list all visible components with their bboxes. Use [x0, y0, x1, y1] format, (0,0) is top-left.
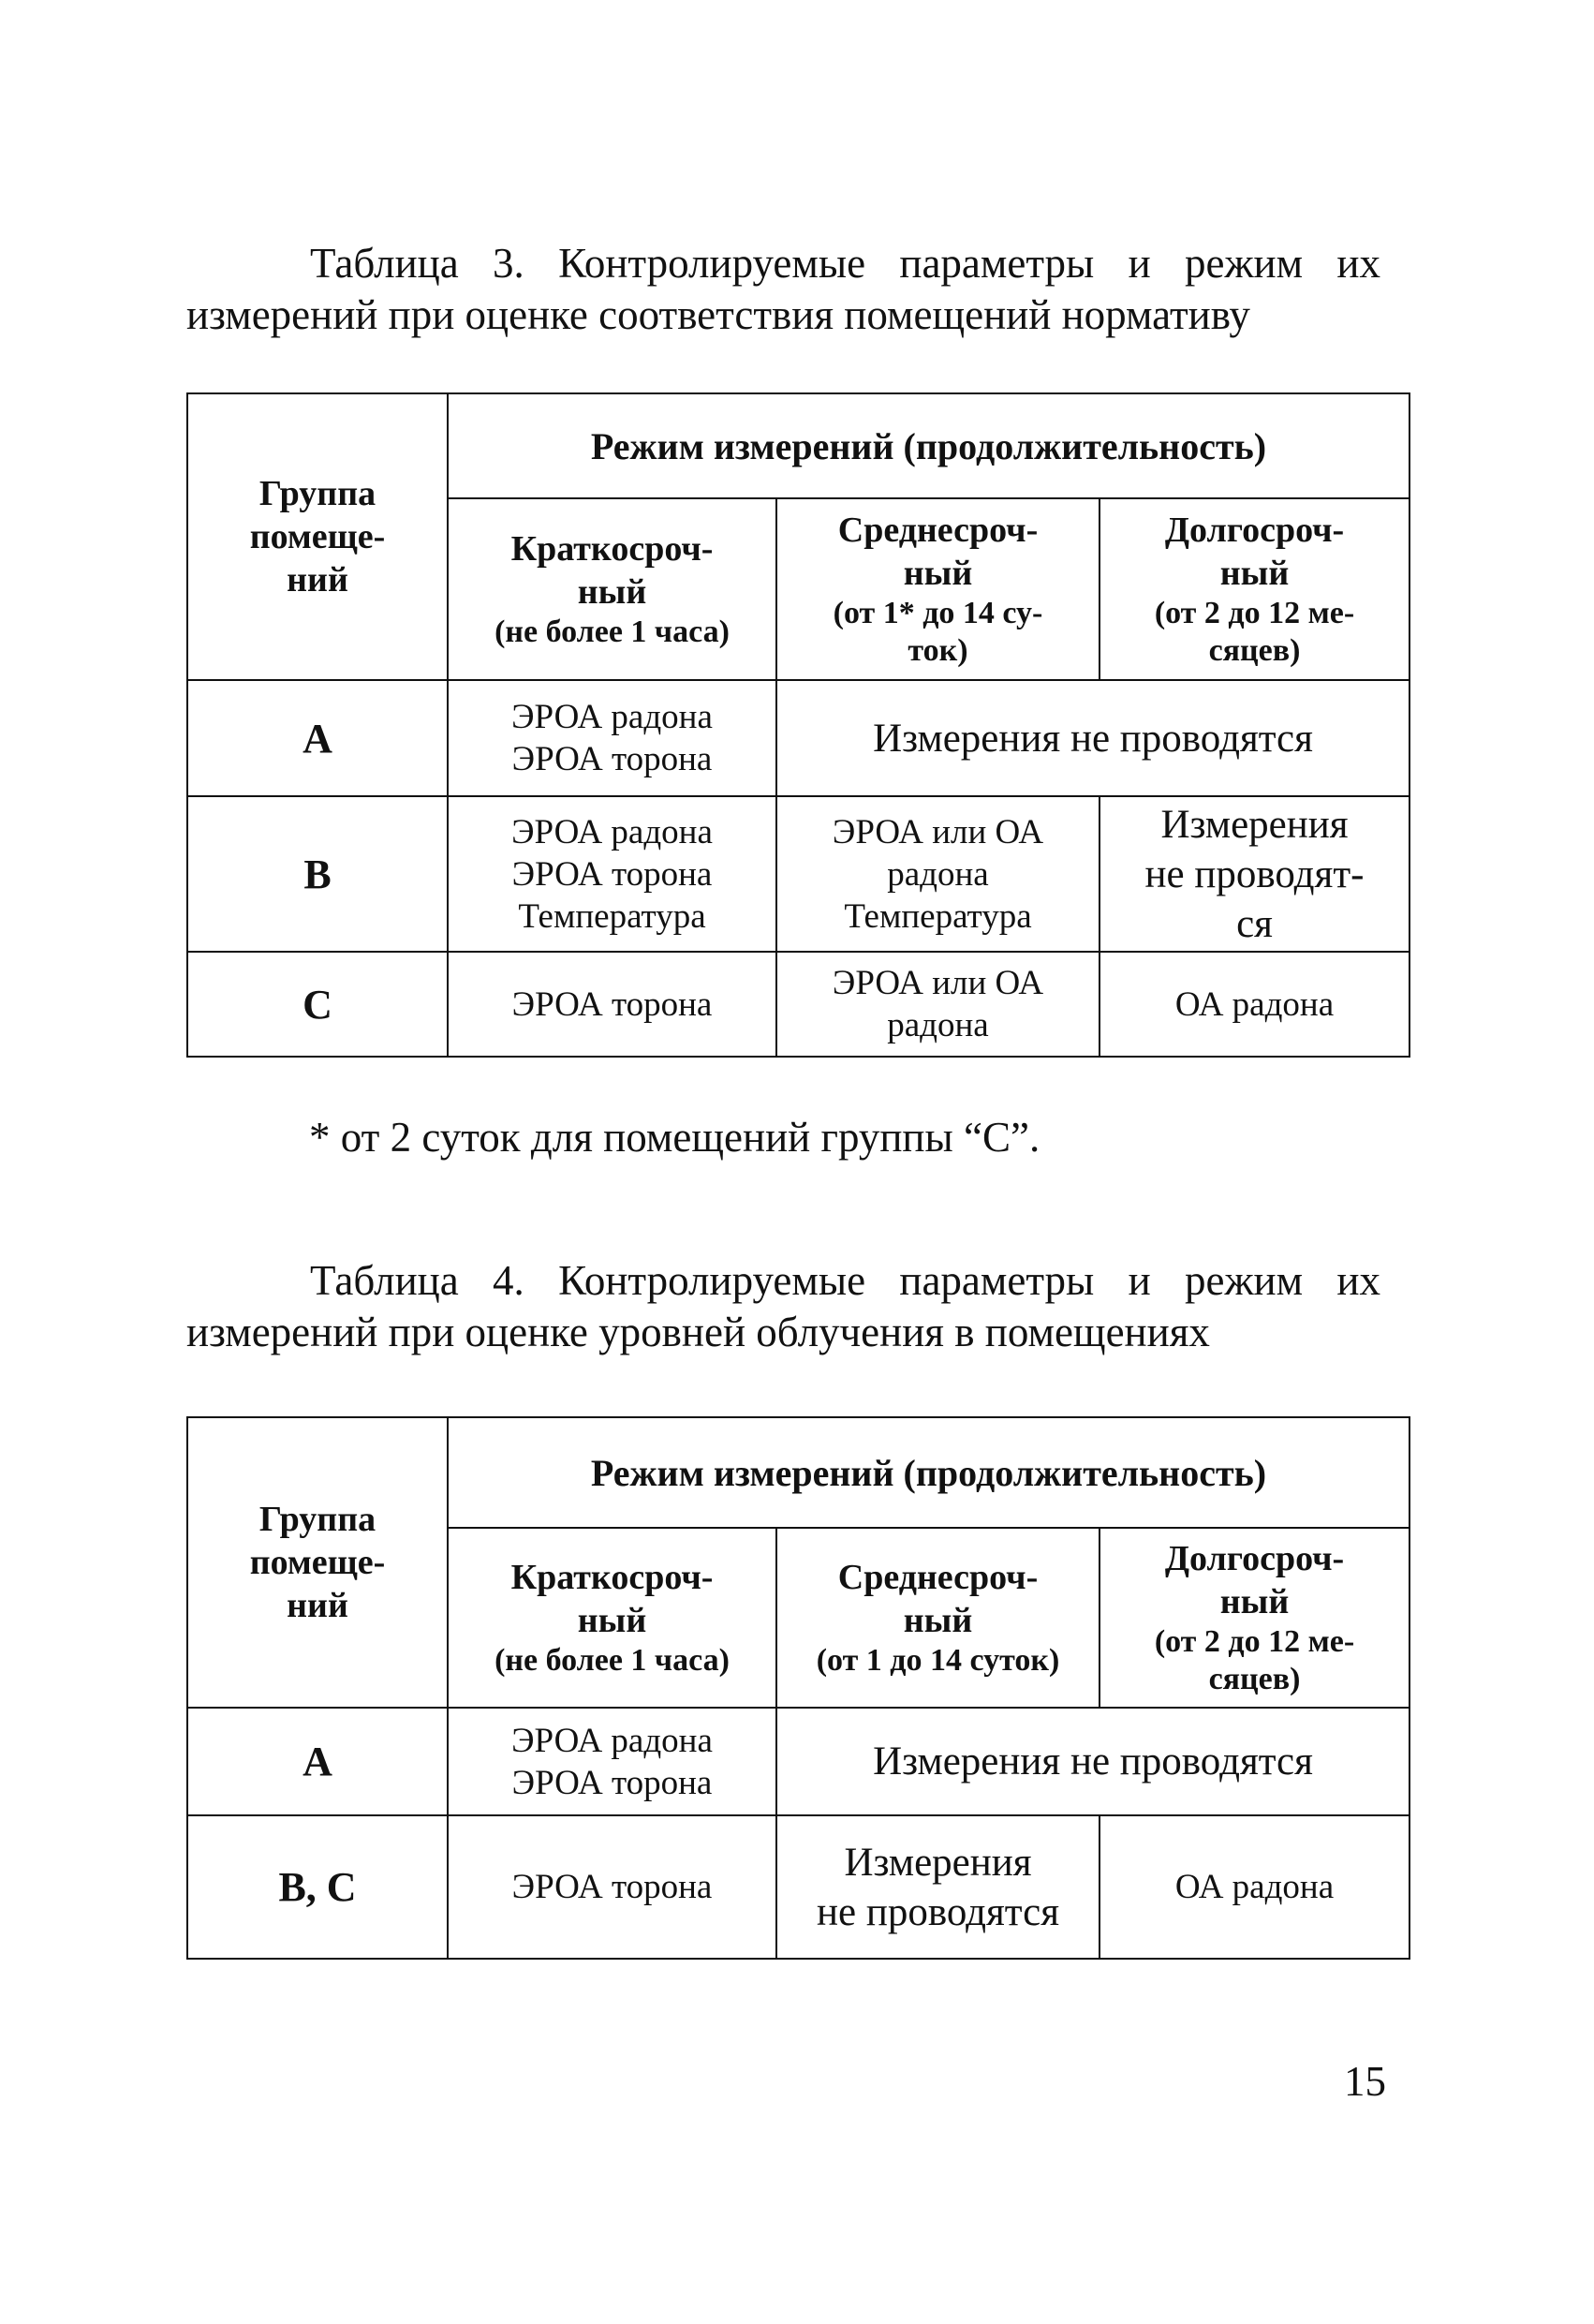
long-term-cell: Измерения не проводят- ся — [1100, 796, 1410, 952]
table4-caption: Таблица 4. Контролируемые параметры и режим их измерений при оценке уровней облучения в помещениях — [186, 1257, 1380, 1355]
table3-caption: Таблица 3. Контролируемые параметры и режим их измерений при оценке соответствия помещений нормативу — [186, 240, 1380, 338]
table-row — [187, 680, 1410, 796]
long-term-cell: ОА радона — [1100, 952, 1410, 1057]
short-term-cell: ЭРОА радона ЭРОА торона — [448, 1708, 776, 1815]
column-header-short: Краткосроч- ный (не более 1 часа) — [448, 1528, 776, 1708]
mode-header: Режим измерений (продолжительность) — [448, 1417, 1410, 1528]
long-term-cell: ОА радона — [1100, 1815, 1410, 1959]
footnote: * от 2 суток для помещений группы “С”. — [309, 1114, 1041, 1161]
group-cell: А — [187, 1708, 448, 1815]
table-row — [187, 1708, 1410, 1815]
column-header-long: Долгосроч- ный (от 2 до 12 ме- сяцев) — [1100, 1528, 1410, 1708]
table4 — [186, 1416, 1410, 1960]
short-term-cell: ЭРОА торона — [448, 952, 776, 1057]
group-cell: C — [187, 952, 448, 1057]
medium-term-cell: Измерения не проводятся — [776, 1815, 1100, 1959]
group-cell: В, С — [187, 1815, 448, 1959]
column-header-long: Долгосроч- ный (от 2 до 12 ме- сяцев) — [1100, 498, 1410, 680]
table3 — [186, 392, 1410, 1058]
group-cell: B — [187, 796, 448, 952]
group-header: Группа помеще- ний — [187, 1417, 448, 1708]
short-term-cell: ЭРОА радона ЭРОА торона Температура — [448, 796, 776, 952]
mode-header: Режим измерений (продолжительность) — [448, 393, 1410, 498]
table-row — [187, 952, 1410, 1057]
short-term-cell: ЭРОА радона ЭРОА торона — [448, 680, 776, 796]
column-header-medium: Среднесроч- ный (от 1 до 14 суток) — [776, 1528, 1100, 1708]
table-row — [187, 796, 1410, 952]
column-header-short: Краткосроч- ный (не более 1 часа) — [448, 498, 776, 680]
medium-term-cell: ЭРОА или ОА радона — [776, 952, 1100, 1057]
group-cell: A — [187, 680, 448, 796]
group-header: Группа помеще- ний — [187, 393, 448, 680]
medium-term-cell: ЭРОА или ОА радона Температура — [776, 796, 1100, 952]
short-term-cell: ЭРОА торона — [448, 1815, 776, 1959]
page-number: 15 — [1344, 2058, 1386, 2105]
not-measured-cell: Измерения не проводятся — [776, 1708, 1410, 1815]
table-row — [187, 1815, 1410, 1959]
not-measured-cell: Измерения не проводятся — [776, 680, 1410, 796]
column-header-medium: Среднесроч- ный (от 1* до 14 су- ток) — [776, 498, 1100, 680]
